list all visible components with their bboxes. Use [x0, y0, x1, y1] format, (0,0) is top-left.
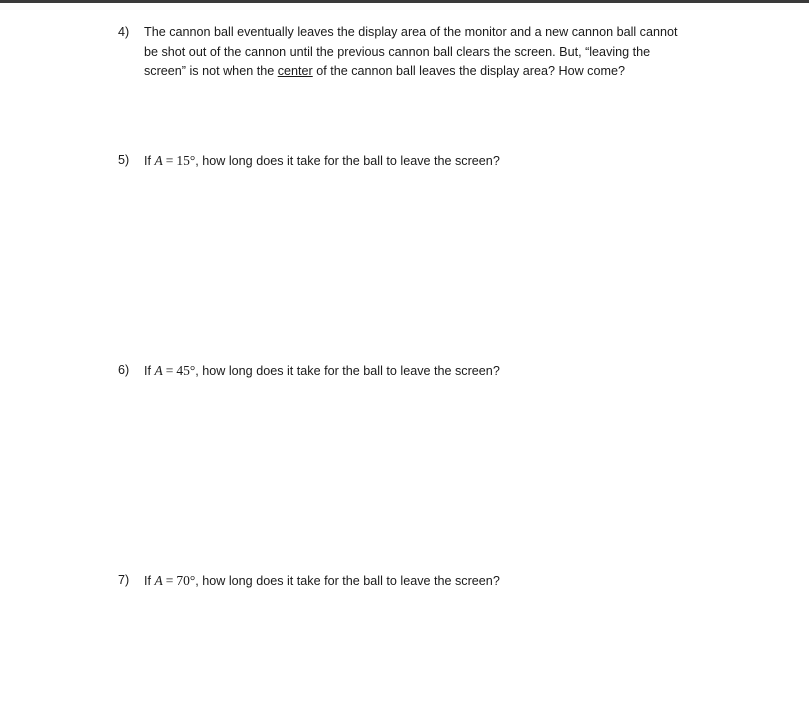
question-suffix: , how long does it take for the ball to leave the screen?: [195, 574, 500, 588]
question-line: The cannon ball eventually leaves the display area of the monitor and a new cannon ball cannot: [144, 25, 678, 39]
angle-value: 70°: [176, 573, 196, 588]
equals-sign: =: [165, 153, 174, 168]
equals-sign: =: [165, 363, 174, 378]
question-prefix: If: [144, 574, 155, 588]
question-line: [144, 361, 744, 382]
question-number: 5): [118, 153, 130, 167]
question-text-fragment: screen” is not when the: [144, 64, 278, 78]
question-line: [144, 62, 744, 82]
angle-variable: A: [154, 573, 163, 588]
question-text-fragment: of the cannon ball leaves the display area? How come?: [312, 64, 625, 78]
angle-variable: A: [154, 363, 163, 378]
question-prefix: If: [144, 154, 155, 168]
question-number: 6): [118, 363, 130, 377]
angle-value: 45°: [176, 363, 196, 378]
question-suffix: , how long does it take for the ball to leave the screen?: [195, 364, 500, 378]
underlined-word: center: [277, 64, 313, 78]
question-line: [144, 151, 744, 172]
question-line: [144, 571, 744, 592]
question-text: [144, 361, 744, 382]
question-number: 4): [118, 25, 130, 39]
top-rule-divider: [0, 0, 809, 3]
question-suffix: , how long does it take for the ball to leave the screen?: [195, 154, 500, 168]
angle-variable: A: [154, 153, 163, 168]
angle-value: 15°: [176, 153, 196, 168]
equals-sign: =: [165, 573, 174, 588]
question-number: 7): [118, 573, 130, 587]
question-prefix: If: [144, 364, 155, 378]
question-line: be shot out of the cannon until the previous cannon ball clears the screen. But, “leaving the: [144, 44, 651, 59]
question-text: [144, 571, 744, 592]
question-text: [144, 23, 744, 82]
question-text: [144, 151, 744, 172]
